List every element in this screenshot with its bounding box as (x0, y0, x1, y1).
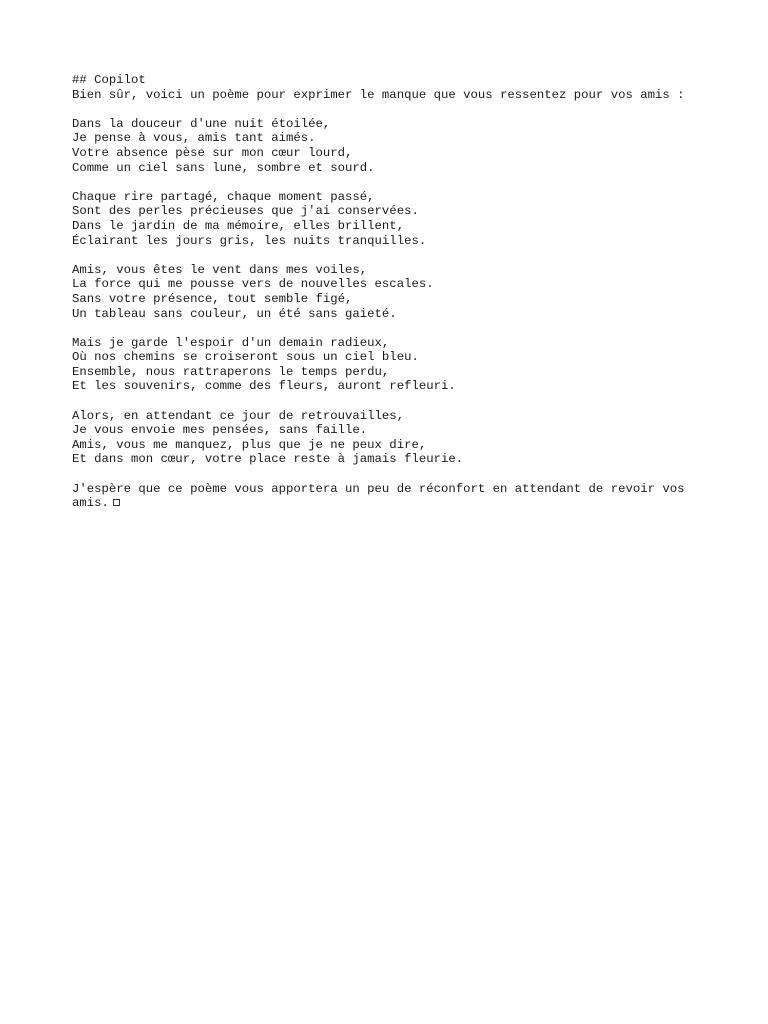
poem-line: Sans votre présence, tout semble figé, (72, 291, 353, 306)
poem-stanza-1 (72, 117, 722, 175)
poem-line: Dans le jardin de ma mémoire, elles brillent, (72, 218, 405, 233)
document-body (72, 73, 722, 511)
unknown-glyph-icon (113, 499, 120, 506)
poem-line: Et dans mon cœur, votre place reste à jamais fleurie. (72, 452, 464, 467)
closing-paragraph (72, 482, 722, 511)
poem-line: Où nos chemins se croiseront sous un ciel bleu. (72, 350, 419, 365)
poem-line: Et les souvenirs, comme des fleurs, auront refleuri. (72, 379, 456, 394)
poem-stanza-4 (72, 336, 722, 394)
poem-line: La force qui me pousse vers de nouvelles escales. (72, 277, 434, 292)
poem-line: Je pense à vous, amis tant aimés. (72, 131, 316, 146)
poem-line: Amis, vous êtes le vent dans mes voiles, (72, 262, 368, 277)
poem-line: Ensemble, nous rattraperons le temps perdu, (72, 364, 390, 379)
poem-line: Sont des perles précieuses que j'ai conservées. (72, 204, 419, 219)
poem-stanza-3 (72, 263, 722, 321)
poem-line: Mais je garde l'espoir d'un demain radieux, (72, 335, 390, 350)
poem-stanza-5 (72, 409, 722, 467)
poem-line: Éclairant les jours gris, les nuits tranquilles. (72, 233, 427, 248)
poem-line: Votre absence pèse sur mon cœur lourd, (72, 145, 353, 160)
poem-line: Amis, vous me manquez, plus que je ne peux dire, (72, 437, 427, 452)
poem-line: Comme un ciel sans lune, sombre et sourd. (72, 160, 375, 175)
poem-line: Un tableau sans couleur, un été sans gaieté. (72, 306, 397, 321)
poem-stanza-2 (72, 190, 722, 248)
poem-line: Dans la douceur d'une nuit étoilée, (72, 116, 331, 131)
closing-text: J'espère que ce poème vous apportera un peu de réconfort en attendant de revoir vos amis. (72, 481, 692, 511)
poem-line: Je vous envoie mes pensées, sans faille. (72, 423, 368, 438)
poem-line: Chaque rire partagé, chaque moment passé, (72, 189, 375, 204)
intro-text: Bien sûr, voici un poème pour exprimer le manque que vous ressentez pour vos amis : (72, 87, 685, 102)
poem-line: Alors, en attendant ce jour de retrouvailles, (72, 408, 405, 423)
document-title: ## Copilot (72, 73, 146, 87)
